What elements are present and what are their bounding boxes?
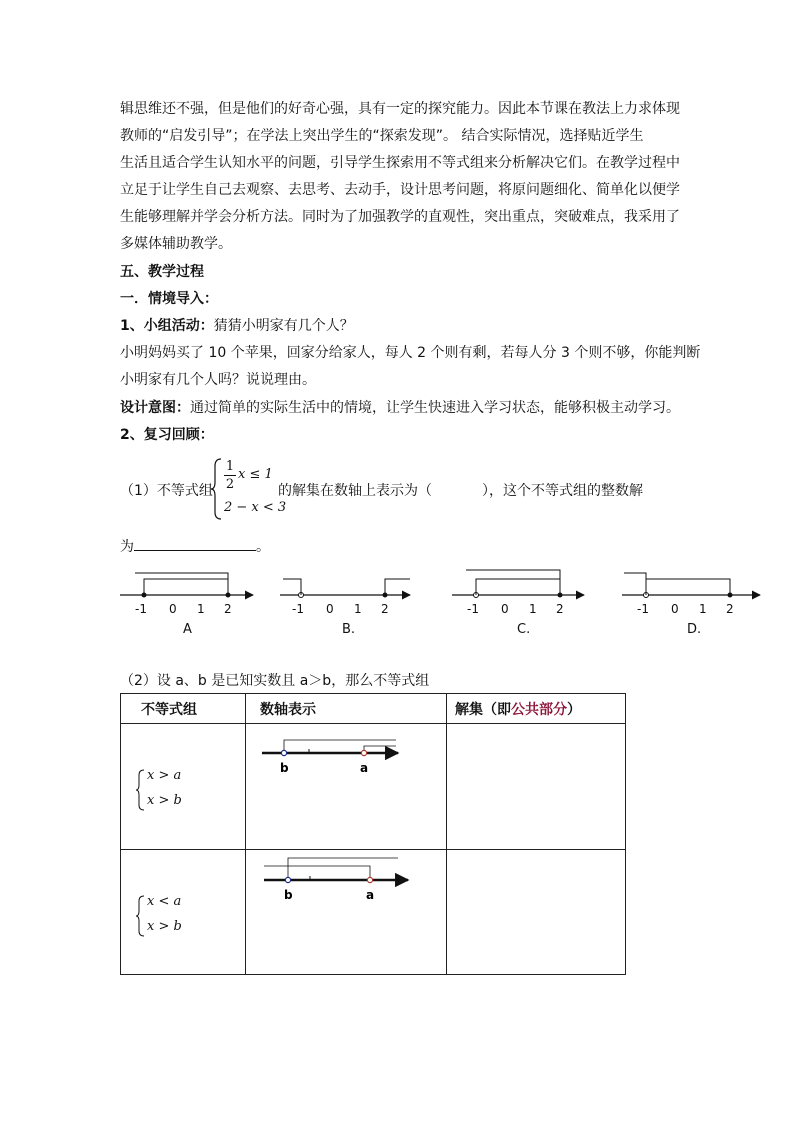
number-line-a — [120, 573, 253, 598]
q1-line2-suffix: 。 — [256, 539, 270, 555]
tick-label: -1 — [467, 602, 479, 616]
header-solution-em: 公共部分 — [511, 702, 567, 718]
header-solution-pre: 解集（即 — [455, 702, 511, 718]
paragraph-line-5: 生能够理解并学会分析方法。同时为了加强教学的直观性，突出重点，突破难点，我采用了 — [120, 209, 680, 225]
tick-label: 0 — [501, 602, 509, 616]
tick-labels — [135, 602, 734, 616]
row1-ineq-2: x > b — [147, 793, 182, 808]
number-line-d — [622, 573, 760, 598]
ineq-1-rest: x ≤ 1 — [238, 467, 273, 482]
tick-label: 2 — [556, 602, 564, 616]
q2-intro — [120, 671, 429, 691]
frac-denominator: 2 — [225, 477, 235, 492]
row2-solution-cell[interactable] — [447, 850, 626, 975]
label-a: a — [366, 888, 375, 902]
activity-title: 猜猜小明家有几个人？ — [213, 318, 354, 334]
tick-label: 1 — [529, 602, 537, 616]
answer-blank[interactable] — [134, 536, 256, 551]
activity-line — [120, 316, 354, 336]
row2-number-line — [246, 850, 447, 975]
q2-intro-text: （2）设 a、b 是已知实数且 a＞b，那么不等式组 — [120, 673, 430, 689]
row1-brace — [135, 769, 145, 811]
point-b — [285, 877, 290, 882]
tick-label: 2 — [224, 602, 232, 616]
header-number-line: 数轴表示 — [260, 702, 316, 718]
row2-ineq-1: x < a — [147, 894, 182, 909]
choice-a[interactable]: A — [183, 622, 192, 637]
part-heading-1: 一．情境导入： — [120, 291, 218, 307]
row2-system — [121, 850, 246, 975]
header-solution — [447, 694, 625, 723]
tick-label: -1 — [135, 602, 147, 616]
choice-b[interactable]: B. — [342, 622, 356, 637]
header-solution-post: ） — [567, 702, 581, 718]
tick-label: 0 — [326, 602, 334, 616]
point-b — [281, 750, 286, 755]
point-a — [367, 877, 372, 882]
table-row — [121, 850, 626, 975]
activity-label: 1、小组活动： — [120, 318, 214, 334]
row2-ineq-2: x > b — [147, 919, 182, 934]
tick-label: 1 — [699, 602, 707, 616]
design-line — [120, 398, 680, 418]
activity-text-1: 小明妈妈买了 10 个苹果，回家分给家人，每人 2 个则有剩，若每人分 3 个则不够，你能判断 — [120, 345, 701, 361]
row1-system — [121, 724, 246, 850]
q1-ineq-2: 2 − x < 3 — [224, 500, 287, 515]
tick-label: 2 — [726, 602, 734, 616]
paragraph-line-6: 多媒体辅助教学。 — [120, 236, 232, 252]
row1-solution-cell[interactable] — [447, 724, 626, 850]
label-b: b — [284, 888, 293, 902]
design-label: 设计意图： — [120, 400, 190, 416]
q1-middle: 的解集在数轴上表示为（ — [278, 483, 432, 499]
row2-brace — [135, 895, 145, 937]
point-a — [361, 750, 366, 755]
tick-label: 0 — [671, 602, 679, 616]
inequality-table — [120, 693, 626, 975]
tick-label: -1 — [637, 602, 649, 616]
q1-brace — [210, 458, 222, 520]
q1-line-2 — [120, 536, 270, 557]
paragraph-line-4: 立足于让学生自己去观察、去思考、去动手，设计思考问题，将原问题细化、简单化以便学 — [120, 182, 680, 198]
number-line-b — [280, 579, 410, 598]
table-row — [121, 724, 626, 850]
tick-label: 1 — [354, 602, 362, 616]
row1-ineq-1: x > a — [147, 768, 182, 783]
tick-label: 0 — [169, 602, 177, 616]
paragraph-line-3: 生活且适合学生认知水平的问题，引导学生探索用不等式组来分析解决它们。在教学过程中 — [120, 155, 680, 171]
choice-c[interactable]: C. — [517, 622, 531, 637]
paragraph-line-2: 教师的“启发引导”；在学法上突出学生的“探索发现”。 结合实际情况，选择贴近学生 — [120, 128, 644, 144]
label-a: a — [360, 761, 369, 775]
tick-label: 1 — [197, 602, 205, 616]
q1-suffix: ），这个不等式组的整数解 — [482, 483, 643, 499]
q1-line2-prefix: 为 — [120, 539, 134, 555]
section-heading-5: 五、教学过程 — [120, 264, 204, 280]
activity-text-2: 小明家有几个人吗？说说理由。 — [120, 372, 316, 388]
number-line-choices — [0, 560, 794, 620]
number-line-c — [452, 570, 584, 598]
paragraph-line-1: 辑思维还不强，但是他们的好奇心强，具有一定的探究能力。因此本节课在教法上力求体现 — [120, 101, 680, 117]
row1-axis — [246, 724, 446, 804]
row2-axis — [246, 850, 446, 930]
tick-label: 2 — [381, 602, 389, 616]
tick-label: -1 — [292, 602, 304, 616]
header-inequality: 不等式组 — [141, 702, 197, 718]
frac-numerator: 1 — [225, 459, 235, 474]
question-1 — [120, 458, 680, 524]
table-header-row — [121, 694, 626, 724]
q1-prefix: （1）不等式组 — [120, 483, 213, 499]
design-text: 通过简单的实际生活中的情境，让学生快速进入学习状态，能够积极主动学习。 — [190, 400, 680, 416]
row1-number-line — [246, 724, 447, 850]
label-b: b — [280, 761, 289, 775]
choice-d[interactable]: D. — [687, 622, 702, 637]
review-heading: 2、复习回顾： — [120, 427, 214, 443]
